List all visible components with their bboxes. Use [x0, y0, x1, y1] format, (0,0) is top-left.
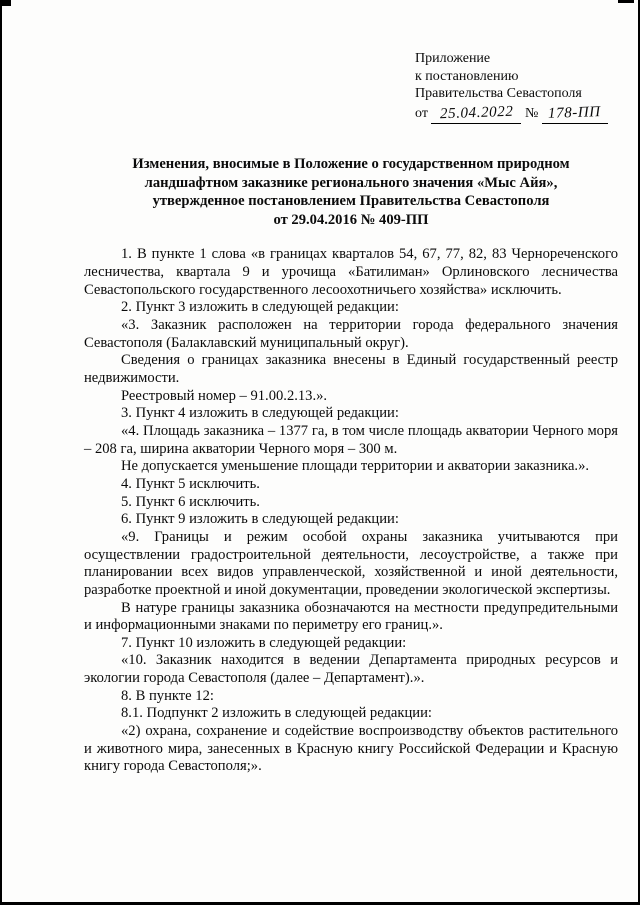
body-paragraph: 7. Пункт 10 изложить в следующей редакции:: [121, 634, 407, 651]
date-blank-line: [431, 105, 521, 125]
title-line: Изменения, вносимые в Положение о государственном природном: [132, 156, 570, 172]
body-paragraph: «10. Заказник находится в ведении Департамента природных ресурсов и экологии города Севастополя (далее – Департамент).».: [84, 652, 618, 687]
annex-line-3: Правительства Севастополя: [415, 86, 582, 101]
body-paragraph: 8.1. Подпункт 2 изложить в следующей редакции:: [121, 705, 432, 722]
document-title: [84, 155, 618, 229]
body-paragraph: «9. Границы и режим особой охраны заказника учитываются при осуществлении градостроительной деятельности, лесоустройстве, а также при планировании всех видов управленческой, хозяйственной и иной деятельности, разработке проектной и иной документации, проведении экологической экспертизы.: [84, 528, 618, 598]
body-paragraph: 1. В пункте 1 слова «в границах кварталов 54, 67, 77, 82, 83 Чернореченского лесничества, квартала 9 и урочища «Батилиман» Орлиновского лесничества Севастопольского государственного лесоохотничьего хозяйства» исключить.: [84, 246, 618, 298]
body-paragraph: «4. Площадь заказника – 1377 га, в том числе площадь акватории Черного моря – 208 га, ширина акватории Черного моря – 300 м.: [84, 422, 618, 457]
number-blank-line: [542, 105, 608, 125]
date-prefix-label: от: [415, 105, 428, 121]
annex-line-1: Приложение: [415, 51, 491, 66]
handwritten-date: 25.04.2022: [439, 103, 514, 122]
body-paragraph: «3. Заказник расположен на территории города федерального значения Севастополя (Балаклавский муниципальный округ).: [84, 317, 618, 351]
annex-date-line: [415, 105, 618, 125]
body-paragraph: 6. Пункт 9 изложить в следующей редакции:: [121, 511, 399, 528]
body-paragraph: Реестровый номер – 91.00.2.13.».: [121, 387, 328, 404]
title-line: ландшафтном заказнике регионального значения «Мыс Айя»,: [144, 174, 558, 191]
number-sign-label: №: [524, 105, 539, 121]
body-paragraph: 8. В пункте 12:: [121, 687, 214, 704]
body-paragraph: 5. Пункт 6 исключить.: [121, 493, 260, 510]
body-paragraph: 2. Пункт 3 изложить в следующей редакции:: [121, 299, 399, 316]
annex-line-2: к постановлению: [415, 68, 519, 84]
document-body: [84, 246, 618, 776]
body-paragraph: В натуре границы заказника обозначаются на местности предупредительными и информационными знаками по периметру его границ.».: [84, 599, 618, 634]
title-line: утвержденное постановлением Правительства Севастополя: [152, 193, 550, 210]
body-paragraph: Не допускается уменьшение площади территории и акватории заказника.».: [121, 458, 590, 475]
title-line: от 29.04.2016 № 409-ПП: [273, 211, 429, 228]
body-paragraph: 4. Пункт 5 исключить.: [121, 475, 260, 492]
body-paragraph: Сведения о границах заказника внесены в Единый государственный реестр недвижимости.: [84, 352, 618, 386]
handwritten-number: 178-ПП: [548, 103, 602, 122]
body-paragraph: «2) охрана, сохранение и содействие воспроизводству объектов растительного и животного мира, занесенных в Красную книгу Российской Федерации и Красную книгу города Севастополя;».: [84, 723, 618, 775]
body-paragraph: 3. Пункт 4 изложить в следующей редакции:: [121, 405, 399, 422]
annex-header: [415, 50, 618, 124]
